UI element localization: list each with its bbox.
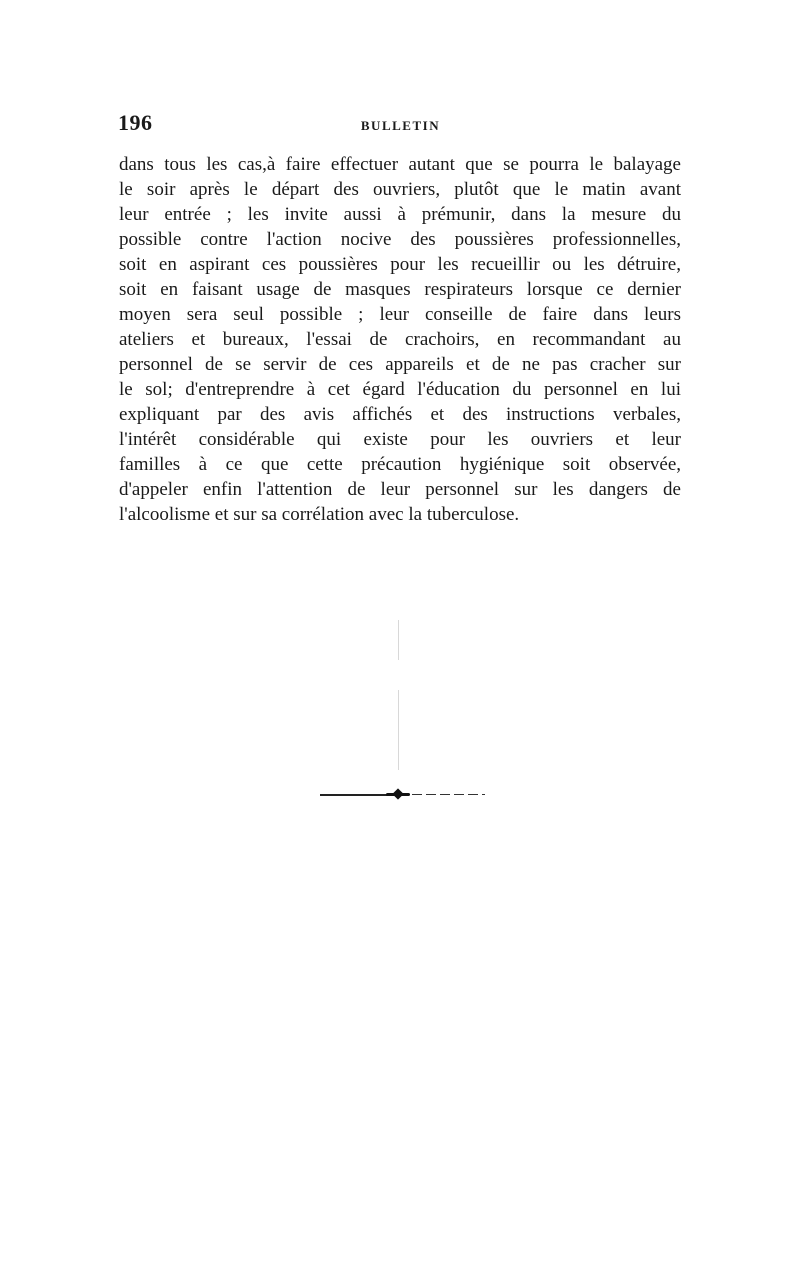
text-line: ateliers et bureaux, l'essai de crachoirs, en recommandant au <box>119 329 681 350</box>
text-line: d'appeler enfin l'attention de leur personnel sur les dangers de <box>119 479 681 500</box>
ornamental-rule-icon <box>320 786 485 802</box>
text-line: moyen sera seul possible ; leur conseille de faire dans leurs <box>119 304 681 325</box>
text-line: leur entrée ; les invite aussi à prémunir, dans la mesure du <box>119 204 681 225</box>
page-header <box>118 110 683 140</box>
text-line: personnel de se servir de ces appareils et de ne pas cracher sur <box>119 354 681 375</box>
rule-left <box>320 794 390 796</box>
running-title: BULLETIN <box>360 118 441 133</box>
page-number: 196 <box>118 110 153 135</box>
text-line: expliquant par des avis affichés et des instructions verbales, <box>119 404 681 425</box>
text-line: possible contre l'action nocive des poussières professionnelles, <box>119 229 681 250</box>
text-line: l'intérêt considérable qui existe pour les ouvriers et leur <box>119 429 681 450</box>
text-line: dans tous les cas,à faire effectuer autant que se pourra le balayage <box>119 154 681 175</box>
bleed-through-mark <box>398 690 399 770</box>
rule-right <box>412 794 485 795</box>
text-line: soit en aspirant ces poussières pour les recueillir ou les détruire, <box>119 254 681 275</box>
paragraph <box>119 152 681 527</box>
text-line: familles à ce que cette précaution hygiénique soit observée, <box>119 454 681 475</box>
text-line: le soir après le départ des ouvriers, plutôt que le matin avant <box>119 179 681 200</box>
bleed-through-mark <box>398 620 399 660</box>
text-line: le sol; d'entreprendre à cet égard l'éducation du personnel en lui <box>119 379 681 400</box>
text-line: soit en faisant usage de masques respirateurs lorsque ce dernier <box>119 279 681 300</box>
text-line: l'alcoolisme et sur sa corrélation avec la tuberculose. <box>119 504 520 525</box>
rule-diamond <box>392 788 403 799</box>
